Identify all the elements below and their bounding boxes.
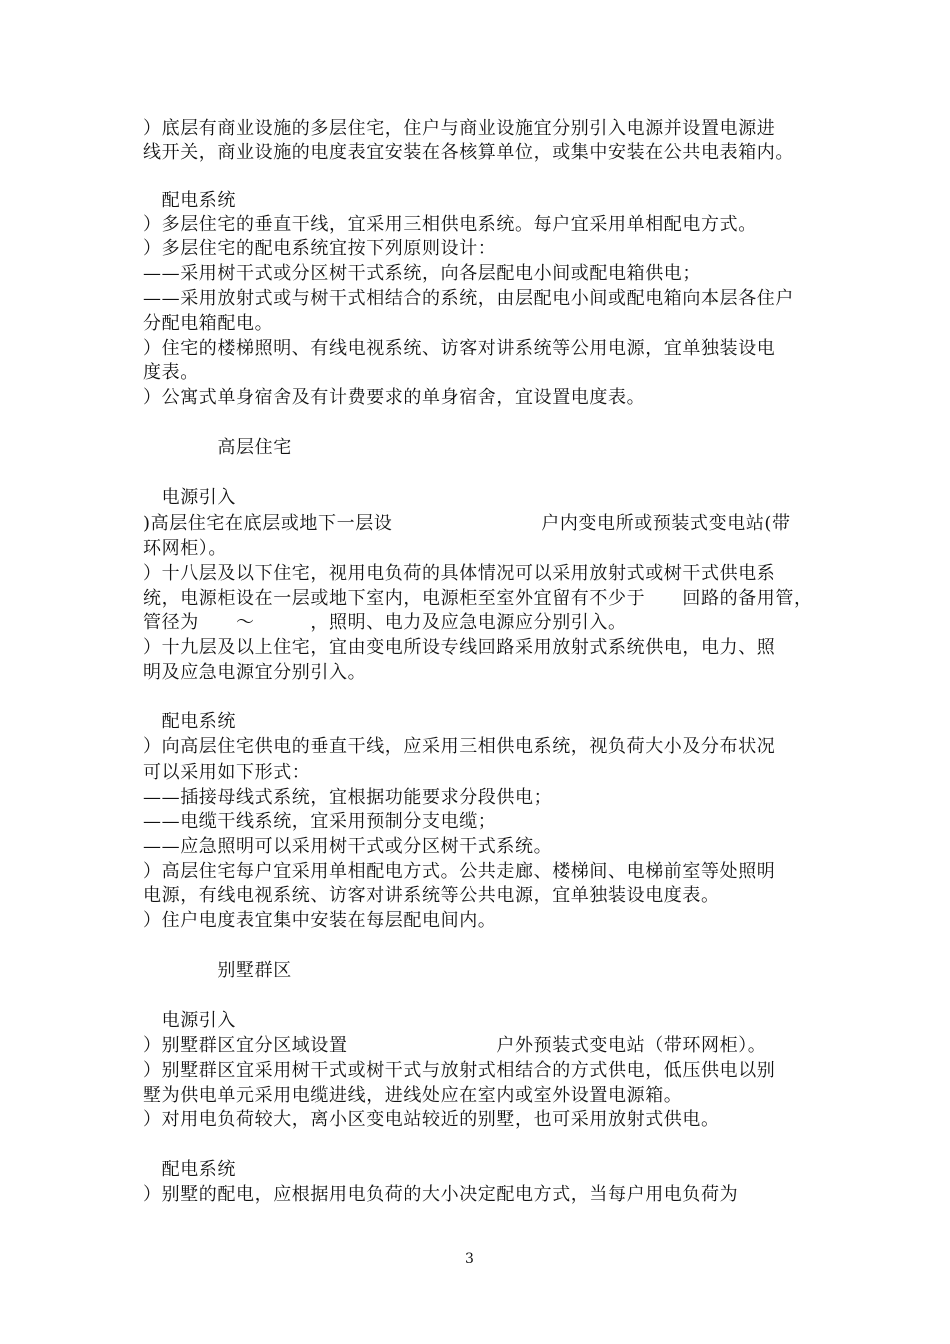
text-line: 统，电源柜设在一层或地下室内，电源柜至室外宜留有不少于 回路的备用管， [143,588,813,609]
subsection-heading: 配电系统 [143,711,236,732]
text-line: ——采用树干式或分区树干式系统，向各层配电小间或配电箱供电； [143,263,701,284]
section-heading: 别墅群区 [143,960,292,981]
subsection-heading: 电源引入 [143,487,236,508]
text-line: 管径为 ～ ，照明、电力及应急电源应分别引入。 [143,612,627,633]
text-line: 线开关，商业设施的电度表宜安装在各核算单位，或集中安装在公共电表箱内。 [143,142,794,163]
text-line: ）高层住宅每户宜采用单相配电方式。公共走廊、楼梯间、电梯前室等处照明 [143,861,776,882]
text-line: ——电缆干线系统，宜采用预制分支电缆； [143,811,497,832]
text-line: ）多层住宅的配电系统宜按下列原则设计： [143,238,497,259]
text-line: 明及应急电源宜分别引入。 [143,662,367,683]
text-line: ）向高层住宅供电的垂直干线，应采用三相供电系统，视负荷大小及分布状况 [143,736,776,757]
text-line: 可以采用如下形式： [143,762,311,783]
subsection-heading: 配电系统 [143,1159,236,1180]
text-line: ——插接母线式系统，宜根据功能要求分段供电； [143,787,553,808]
text-line: ）别墅的配电，应根据用电负荷的大小决定配电方式，当每户用电负荷为 [143,1184,739,1205]
subsection-heading: 电源引入 [143,1010,236,1031]
text-line: ）别墅群区宜采用树干式或树干式与放射式相结合的方式供电，低压供电以别 [143,1060,776,1081]
text-line: 度表。 [143,362,199,383]
text-line: ——应急照明可以采用树干式或分区树干式系统。 [143,836,553,857]
text-line: 墅为供电单元采用电缆进线，进线处应在室内或室外设置电源箱。 [143,1085,683,1106]
section-heading: 高层住宅 [143,437,292,458]
text-line: ）十九层及以上住宅，宜由变电所设专线回路采用放射式系统供电，电力、照 [143,637,776,658]
text-line: )高层住宅在底层或地下一层设 户内变电所或预装式变电站(带 [143,513,791,534]
text-line: ）底层有商业设施的多层住宅，住户与商业设施宜分别引入电源并设置电源进 [143,118,776,139]
section-heading: 配电系统 [143,190,236,211]
text-line: ）住户电度表宜集中安装在每层配电间内。 [143,910,497,931]
text-line: ）对用电负荷较大，离小区变电站较近的别墅，也可采用放射式供电。 [143,1109,720,1130]
page-number: 3 [465,1251,474,1267]
text-line: ）十八层及以下住宅，视用电负荷的具体情况可以采用放射式或树干式供电系 [143,563,776,584]
text-line: ）别墅群区宜分区域设置 户外预装式变电站（带环网柜）。 [143,1035,767,1056]
text-line: 电源，有线电视系统、访客对讲系统等公共电源，宜单独装设电度表。 [143,885,720,906]
text-line: 环网柜）。 [143,538,227,559]
text-line: 分配电箱配电。 [143,313,274,334]
text-line: ）住宅的楼梯照明、有线电视系统、访客对讲系统等公用电源，宜单独装设电 [143,338,776,359]
text-line: ）公寓式单身宿舍及有计费要求的单身宿舍，宜设置电度表。 [143,387,646,408]
text-line: ——采用放射式或与树干式相结合的系统，由层配电小间或配电箱向本层各住户 [143,288,794,309]
text-line: ）多层住宅的垂直干线，宜采用三相供电系统。每户宜采用单相配电方式。 [143,214,757,235]
